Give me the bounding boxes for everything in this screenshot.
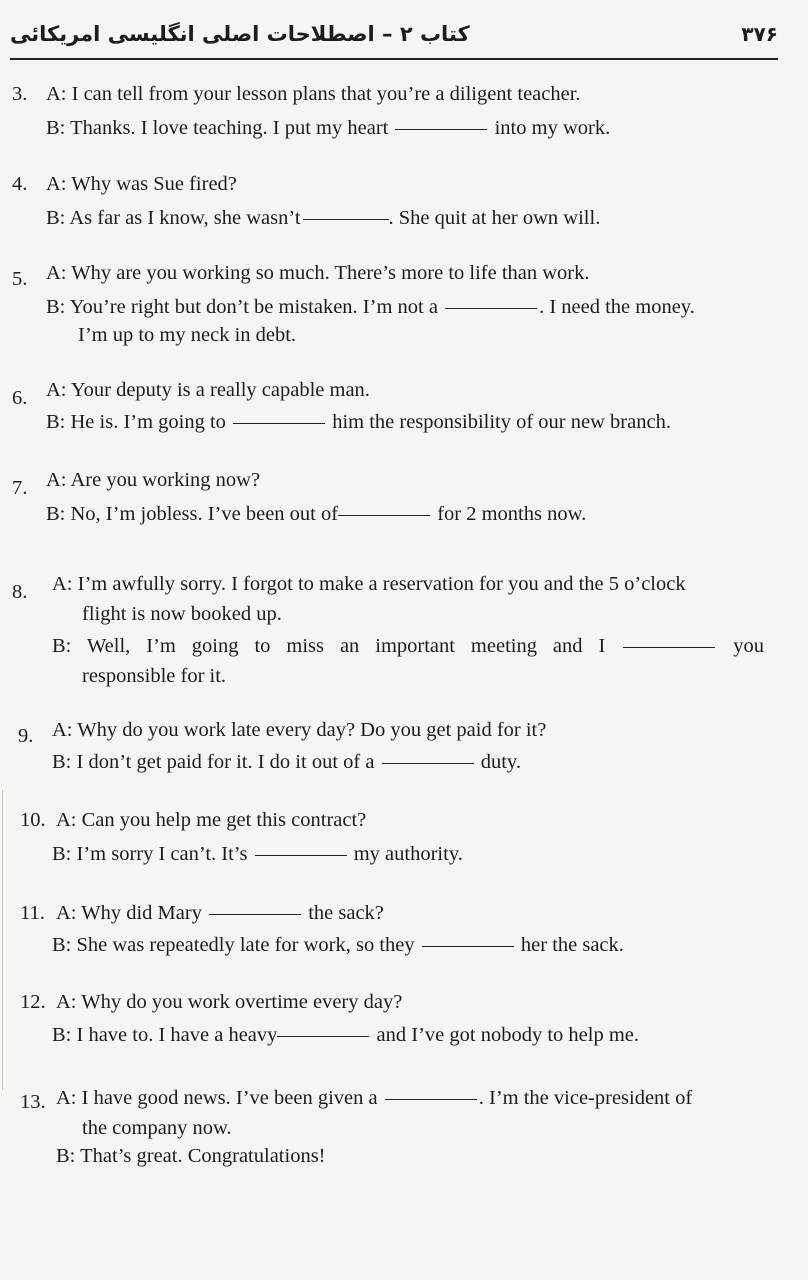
line-b <box>46 293 695 322</box>
line-b <box>52 632 764 661</box>
book-title: کتاب ۲ – اصطلاحات اصلی انگلیسی امریکائی <box>10 22 470 46</box>
question-number: 7. <box>12 477 28 499</box>
question-number: 13. <box>20 1091 46 1113</box>
line-a-start: A: Why did Mary <box>56 902 202 924</box>
answer-blank <box>255 854 347 856</box>
question-number: 3. <box>12 83 28 105</box>
answer-blank <box>422 945 514 947</box>
page-header <box>10 14 778 58</box>
line-b-start: B: He is. I’m going to <box>46 411 226 433</box>
line-b-continued: I’m up to my neck in debt. <box>78 324 297 346</box>
line-b-start: B: She was repeatedly late for work, so they <box>52 934 415 956</box>
line-a <box>56 1084 692 1113</box>
line-a: A: I can tell from your lesson plans that you’re a diligent teacher. <box>46 83 581 105</box>
line-a-continued: the company now. <box>82 1117 232 1139</box>
line-b: B: That’s great. Congratulations! <box>56 1145 326 1167</box>
line-b-end: you <box>733 635 764 657</box>
line-b <box>46 500 586 529</box>
line-b <box>52 1021 639 1050</box>
answer-blank <box>395 128 487 130</box>
question-number: 6. <box>12 387 28 409</box>
line-a: A: Why was Sue fired? <box>46 173 237 195</box>
page-edge-mark <box>2 790 3 1090</box>
line-a <box>56 899 384 928</box>
answer-blank <box>277 1035 369 1037</box>
question-number: 12. <box>20 991 46 1013</box>
line-b-end: . I need the money. <box>539 296 695 318</box>
line-b-start: B: No, I’m jobless. I’ve been out of <box>46 503 339 525</box>
line-b-start: B: As far as I know, she wasn’t <box>46 207 301 229</box>
line-a: A: Your deputy is a really capable man. <box>46 379 370 401</box>
line-b-start: B: You’re right but don’t be mistaken. I’m not a <box>46 296 438 318</box>
line-a: A: Why are you working so much. There’s more to life than work. <box>46 262 590 284</box>
line-a: A: I’m awfully sorry. I forgot to make a reservation for you and the 5 o’clock <box>52 573 686 595</box>
line-b-end: him the responsibility of our new branch. <box>332 411 671 433</box>
line-b-start: B: I’m sorry I can’t. It’s <box>52 843 248 865</box>
answer-blank <box>209 913 301 915</box>
question-number: 8. <box>12 581 28 603</box>
line-b-start: B: I have to. I have a heavy <box>52 1024 278 1046</box>
answer-blank <box>233 422 325 424</box>
line-b <box>52 840 463 869</box>
question-number: 5. <box>12 268 28 290</box>
line-b <box>46 408 671 437</box>
answer-blank <box>338 514 430 516</box>
question-number: 11. <box>20 902 45 924</box>
line-a-end: . I’m the vice-president of <box>478 1087 693 1109</box>
line-b-end: and I’ve got nobody to help me. <box>376 1024 640 1046</box>
line-b-end: for 2 months now. <box>437 503 587 525</box>
question-number: 10. <box>20 809 46 831</box>
line-a-end: the sack? <box>308 902 384 924</box>
line-b-end: my authority. <box>353 843 463 865</box>
answer-blank <box>385 1098 477 1100</box>
line-b-end: into my work. <box>494 117 611 139</box>
header-rule <box>10 58 778 60</box>
page-number: ۳۷۶ <box>741 22 778 46</box>
line-b-start: B: I don’t get paid for it. I do it out of a <box>52 751 375 773</box>
line-b-start: B: Well, I’m going to miss an important meeting and I <box>52 635 606 657</box>
line-a: A: Why do you work overtime every day? <box>56 991 403 1013</box>
line-b <box>52 748 521 777</box>
line-a: A: Are you working now? <box>46 469 261 491</box>
line-b-end: duty. <box>480 751 521 773</box>
line-a: A: Can you help me get this contract? <box>56 809 367 831</box>
answer-blank <box>303 218 389 220</box>
question-number: 9. <box>18 725 34 747</box>
answer-blank <box>623 646 715 648</box>
line-a-start: A: I have good news. I’ve been given a <box>56 1087 378 1109</box>
line-b-continued: responsible for it. <box>82 665 227 687</box>
answer-blank <box>445 307 537 309</box>
line-b <box>46 114 610 143</box>
line-b-start: B: Thanks. I love teaching. I put my heart <box>46 117 389 139</box>
line-b-end: her the sack. <box>520 934 624 956</box>
line-b-end: . She quit at her own will. <box>388 207 601 229</box>
line-a: A: Why do you work late every day? Do you get paid for it? <box>52 719 547 741</box>
line-b <box>52 931 624 960</box>
line-b <box>46 204 600 233</box>
question-number: 4. <box>12 173 28 195</box>
answer-blank <box>382 762 474 764</box>
line-a-continued: flight is now booked up. <box>82 603 282 625</box>
